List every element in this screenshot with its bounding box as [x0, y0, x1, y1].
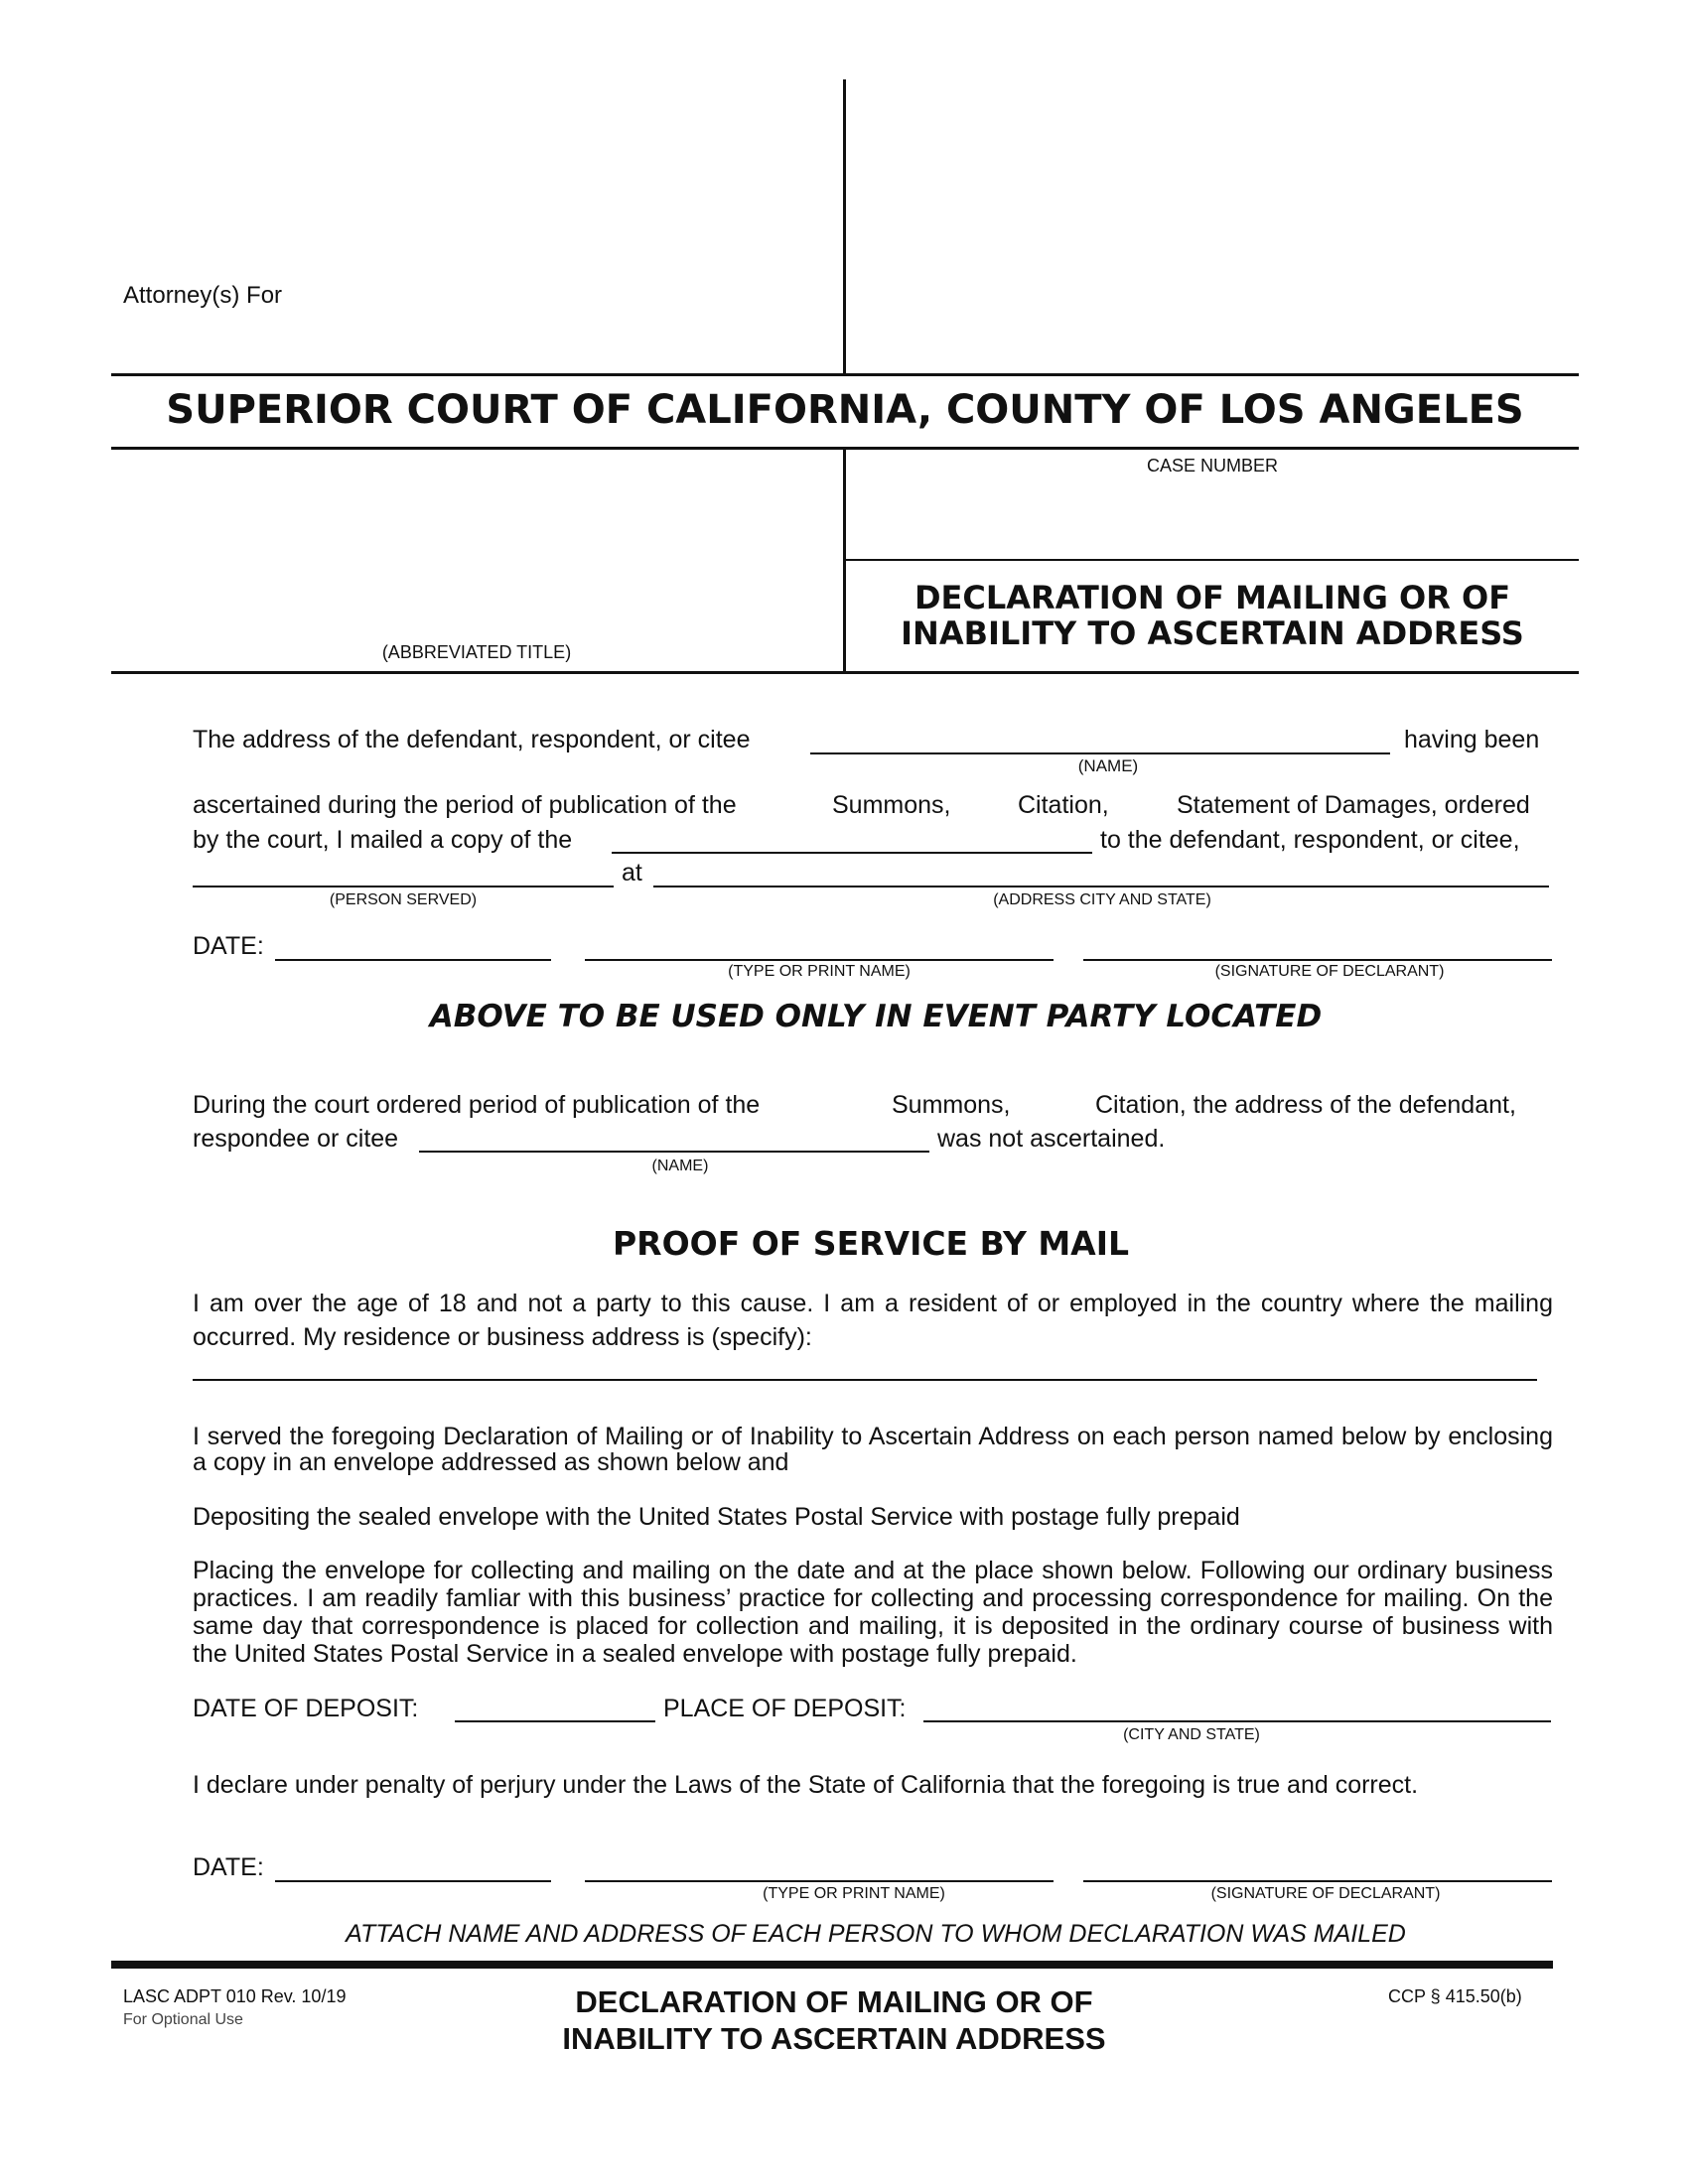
s1-name-caption: (NAME) [1077, 756, 1139, 775]
proof-title: PROOF OF SERVICE BY MAIL [612, 1224, 1130, 1263]
header-vertical-divider-top [843, 79, 846, 373]
s1-type-name-caption: (TYPE OR PRINT NAME) [728, 963, 911, 980]
s1-line3-start: by the court, I mailed a copy of the [193, 826, 573, 854]
person-served-caption: (PERSON SERVED) [329, 891, 478, 908]
s1-type-name-field[interactable] [585, 959, 1054, 961]
footer-form-number: LASC ADPT 010 Rev. 10/19 [123, 1986, 347, 2006]
proof-type-name-field[interactable] [585, 1880, 1054, 1882]
defendant-name-field[interactable] [810, 752, 1390, 754]
s1-line2-start: ascertained during the period of publication of the [193, 791, 737, 819]
s1-line1-start: The address of the defendant, respondent, or citee [193, 726, 751, 753]
footer-rule [111, 1961, 1553, 1969]
s2-line1-end: Citation, the address of the defendant, [1095, 1091, 1516, 1119]
address-city-state-field[interactable] [653, 886, 1549, 887]
abbreviated-title-label: (ABBREVIATED TITLE) [381, 642, 572, 662]
proof-signature-field[interactable] [1083, 1880, 1552, 1882]
case-number-label: CASE NUMBER [1146, 456, 1279, 476]
attorney-for-label: Attorney(s) For [123, 282, 283, 309]
case-number-field[interactable] [849, 481, 1574, 556]
s1-date-field[interactable] [275, 959, 551, 961]
proof-signature-caption: (SIGNATURE OF DECLARANT) [1210, 1885, 1441, 1902]
case-number-bottom-rule [843, 559, 1579, 561]
court-title-top-rule [111, 373, 1579, 376]
person-served-field[interactable] [193, 886, 614, 887]
s1-line1-end: having been [1404, 726, 1540, 753]
s1-signature-field[interactable] [1083, 959, 1552, 961]
proof-date-label: DATE: [193, 1853, 264, 1881]
footer-title-line1: DECLARATION OF MAILING OR OF [575, 1984, 1093, 2019]
court-title: SUPERIOR COURT OF CALIFORNIA, COUNTY OF LOS ANGELES [166, 387, 1524, 433]
s1-line3-end: to the defendant, respondent, or citee, [1100, 826, 1520, 854]
proof-date-field[interactable] [275, 1880, 551, 1882]
abbreviated-title-field[interactable] [114, 457, 839, 635]
s2-name-field[interactable] [419, 1151, 929, 1153]
s1-date-label: DATE: [193, 932, 264, 960]
header-bottom-rule [111, 671, 1579, 674]
footer-code-ref: CCP § 415.50(b) [1388, 1986, 1522, 2006]
date-of-deposit-label: DATE OF DEPOSIT: [193, 1695, 419, 1722]
date-of-deposit-field[interactable] [455, 1720, 655, 1722]
s1-notice: ABOVE TO BE USED ONLY IN EVENT PARTY LOCATED [429, 999, 1323, 1034]
s2-line2-start: respondee or citee [193, 1125, 399, 1153]
doc-title-line2: INABILITY TO ASCERTAIN ADDRESS [901, 614, 1524, 652]
footer-optional-use: For Optional Use [123, 2011, 243, 2028]
s2-line2-end: was not ascertained. [937, 1125, 1166, 1153]
city-state-caption: (CITY AND STATE) [1123, 1726, 1260, 1743]
s2-option-summons[interactable]: Summons, [892, 1091, 1011, 1119]
place-of-deposit-label: PLACE OF DEPOSIT: [663, 1695, 907, 1722]
proof-type-name-caption: (TYPE OR PRINT NAME) [763, 1885, 945, 1902]
document-mailed-field[interactable] [612, 852, 1092, 854]
perjury-text: I declare under penalty of perjury under the Laws of the State of California that the foregoing is true and correct. [193, 1771, 1419, 1799]
residence-address-field[interactable] [193, 1379, 1537, 1381]
s1-option-summons[interactable]: Summons, [832, 791, 951, 819]
attach-note: ATTACH NAME AND ADDRESS OF EACH PERSON TO WHOM DECLARATION WAS MAILED [346, 1920, 1406, 1948]
proof-intro: I am over the age of 18 and not a party to this cause. I am a resident of or employed in the country where the mailing occurred. My residence or business address is (specify): [193, 1290, 1553, 1351]
s2-line1-start: During the court ordered period of publication of the [193, 1091, 761, 1119]
proof-placing-text[interactable]: Placing the envelope for collecting and mailing on the date and at the place shown below. Following our ordinary business practices. I am readily famliar with this business’ practice for collecting and processing correspondence for mailing. On the same day that correspondence is placed for collection and mailing, it is deposited in the ordinary course of business with the United States Postal Service in a sealed envelope with postage fully prepaid. [193, 1557, 1553, 1668]
proof-depositing-text[interactable]: Depositing the sealed envelope with the United States Postal Service with postage fully prepaid [193, 1503, 1240, 1531]
address-caption: (ADDRESS CITY AND STATE) [993, 891, 1211, 908]
doc-title-line1: DECLARATION OF MAILING OR OF [914, 579, 1511, 616]
s1-signature-caption: (SIGNATURE OF DECLARANT) [1214, 963, 1445, 980]
s1-option-citation[interactable]: Citation, [1018, 791, 1109, 819]
s1-option-statement[interactable]: Statement of Damages, ordered [1177, 791, 1530, 819]
footer-title-line2: INABILITY TO ASCERTAIN ADDRESS [562, 2021, 1106, 2056]
proof-served-text: I served the foregoing Declaration of Mailing or of Inability to Ascertain Address on each person named below by enclosing a copy in an envelope addressed as shown below and [193, 1423, 1553, 1476]
s2-name-caption: (NAME) [651, 1158, 709, 1174]
s1-at-label: at [622, 859, 642, 887]
place-of-deposit-field[interactable] [923, 1720, 1551, 1722]
